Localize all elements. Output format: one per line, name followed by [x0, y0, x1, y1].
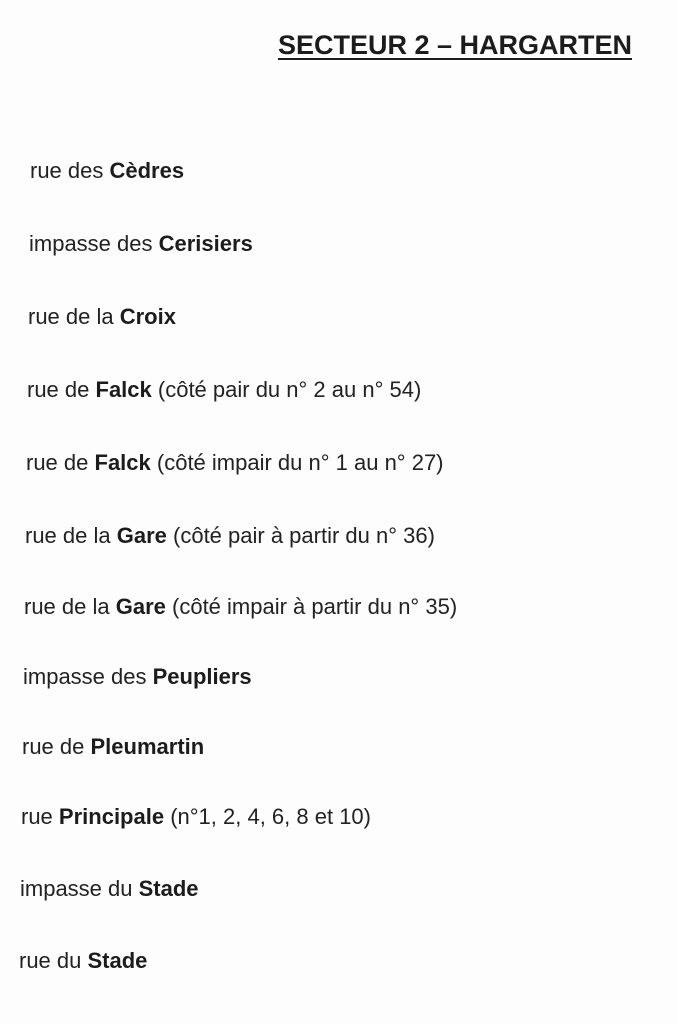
street-name: Principale — [58, 804, 165, 829]
street-name: Cèdres — [109, 158, 185, 183]
street-item — [29, 231, 253, 257]
street-name: Pleumartin — [90, 734, 205, 759]
street-detail: (côté pair du n° 2 au n° 54) — [151, 377, 422, 402]
street-detail: (côté pair à partir du n° 36) — [166, 523, 435, 548]
street-prefix: rue de — [27, 377, 96, 402]
document-title: SECTEUR 2 – HARGARTEN — [277, 30, 632, 60]
street-prefix: rue de la — [25, 523, 117, 548]
street-prefix: rue de la — [24, 594, 116, 619]
street-detail: (n°1, 2, 4, 6, 8 et 10) — [164, 804, 371, 829]
street-prefix: rue des — [30, 158, 110, 183]
street-prefix: impasse des — [29, 231, 159, 256]
street-item — [23, 664, 252, 690]
street-prefix: impasse du — [20, 876, 139, 901]
street-name: Gare — [116, 523, 167, 548]
street-name: Croix — [119, 304, 176, 329]
street-item — [25, 523, 435, 549]
street-item — [22, 734, 204, 760]
street-name: Cerisiers — [158, 231, 253, 256]
street-name: Falck — [95, 377, 152, 402]
street-item — [26, 450, 444, 476]
street-item — [27, 377, 421, 403]
street-prefix: rue — [21, 804, 59, 829]
street-prefix: rue de la — [28, 304, 120, 329]
street-prefix: rue de — [26, 450, 95, 475]
street-prefix: rue du — [19, 948, 88, 973]
street-name: Stade — [87, 948, 148, 973]
street-prefix: impasse des — [23, 664, 153, 689]
street-item — [24, 594, 457, 620]
street-item — [20, 876, 199, 902]
street-name: Gare — [115, 594, 166, 619]
street-item — [30, 158, 184, 184]
street-name: Stade — [138, 876, 199, 901]
street-item — [28, 304, 176, 330]
street-name: Falck — [94, 450, 151, 475]
street-detail: (côté impair du n° 1 au n° 27) — [150, 450, 444, 475]
street-item — [21, 804, 371, 830]
street-prefix: rue de — [22, 734, 91, 759]
street-detail: (côté impair à partir du n° 35) — [165, 594, 458, 619]
street-name: Peupliers — [152, 664, 252, 689]
street-item — [19, 948, 147, 974]
